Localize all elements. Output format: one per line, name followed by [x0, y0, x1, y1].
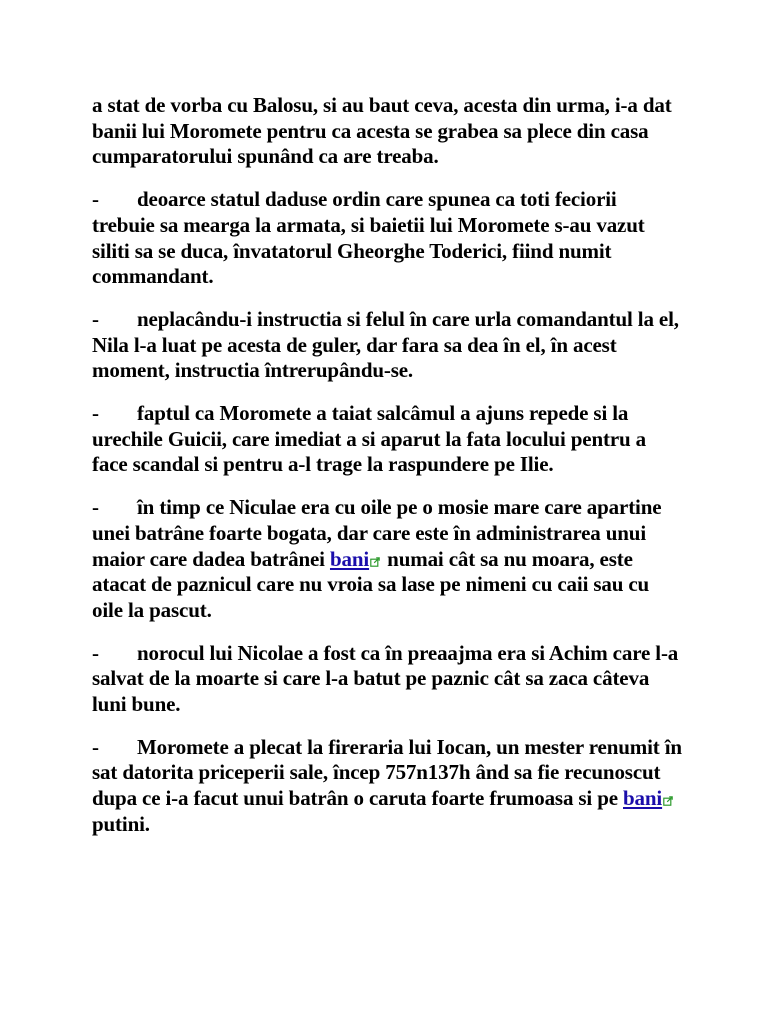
- bullet-dash: -: [92, 187, 99, 212]
- document-page: [92, 93, 682, 855]
- paragraph-6: [92, 641, 682, 718]
- bullet-dash: -: [92, 401, 99, 426]
- external-link-icon[interactable]: [370, 557, 380, 567]
- paragraph-text: a stat de vorba cu Balosu, si au baut ceva, acesta din urma, i-a dat banii lui Moromete pentru ca acesta se grabea sa plece din casa cumparatorului spunând ca are treaba.: [92, 93, 672, 169]
- bani-link[interactable]: bani: [623, 786, 663, 811]
- bullet-dash: -: [92, 640, 99, 665]
- paragraph-4: [92, 401, 682, 478]
- bullet-dash: -: [92, 734, 99, 759]
- paragraph-7: [92, 735, 682, 838]
- paragraph-text: neplacându-i instructia si felul în care urla comandantul la el, Nila l-a luat pe acesta de guler, dar fara sa dea în el, în acest moment, instructia întrerupându-se.: [92, 306, 679, 383]
- paragraph-text: deoarce statul daduse ordin care spunea ca toti feciorii trebuie sa mearga la armata, si baietii lui Moromete s-au vazut siliti sa se duca, învatatorul Gheorghe Toderici, fiind numit commandant.: [92, 187, 645, 289]
- paragraph-text-after-link: numai cât sa nu moara, este atacat de paznicul care nu vroia sa lase pe nimeni cu caii sau cu oile la pascut.: [92, 546, 650, 622]
- bullet-dash: -: [92, 495, 99, 520]
- paragraph-text-before-link: în timp ce Niculae era cu oile pe o mosie mare care apartine unei batrâne foarte bogata, dar care este în administrarea unui maior care dadea batrânei: [92, 495, 662, 571]
- bani-link[interactable]: bani: [329, 546, 370, 571]
- external-link-icon[interactable]: [663, 796, 673, 806]
- bullet-dash: -: [92, 306, 99, 331]
- paragraph-2: [92, 187, 682, 290]
- paragraph-text-after-link: putini.: [92, 811, 150, 836]
- paragraph-1: [92, 93, 682, 170]
- paragraph-text: faptul ca Moromete a taiat salcâmul a ajuns repede si la urechile Guicii, care imediat a si aparut la fata locului pentru a face scandal si pentru a-l trage la raspundere pe Ilie.: [92, 401, 646, 477]
- paragraph-3: [92, 307, 682, 384]
- paragraph-text-before-link: Moromete a plecat la fireraria lui Iocan, un mester renumit în sat datorita priceperii sale, încep 757n137h ând sa fie recunoscut dupa ce i-a facut unui batrân o caruta foarte frumoasa si pe: [92, 734, 682, 811]
- paragraph-text: norocul lui Nicolae a fost ca în preaajma era si Achim care l-a salvat de la moarte si care l-a batut pe paznic cât sa zaca câteva luni bune.: [92, 640, 679, 717]
- paragraph-5: [92, 495, 682, 624]
